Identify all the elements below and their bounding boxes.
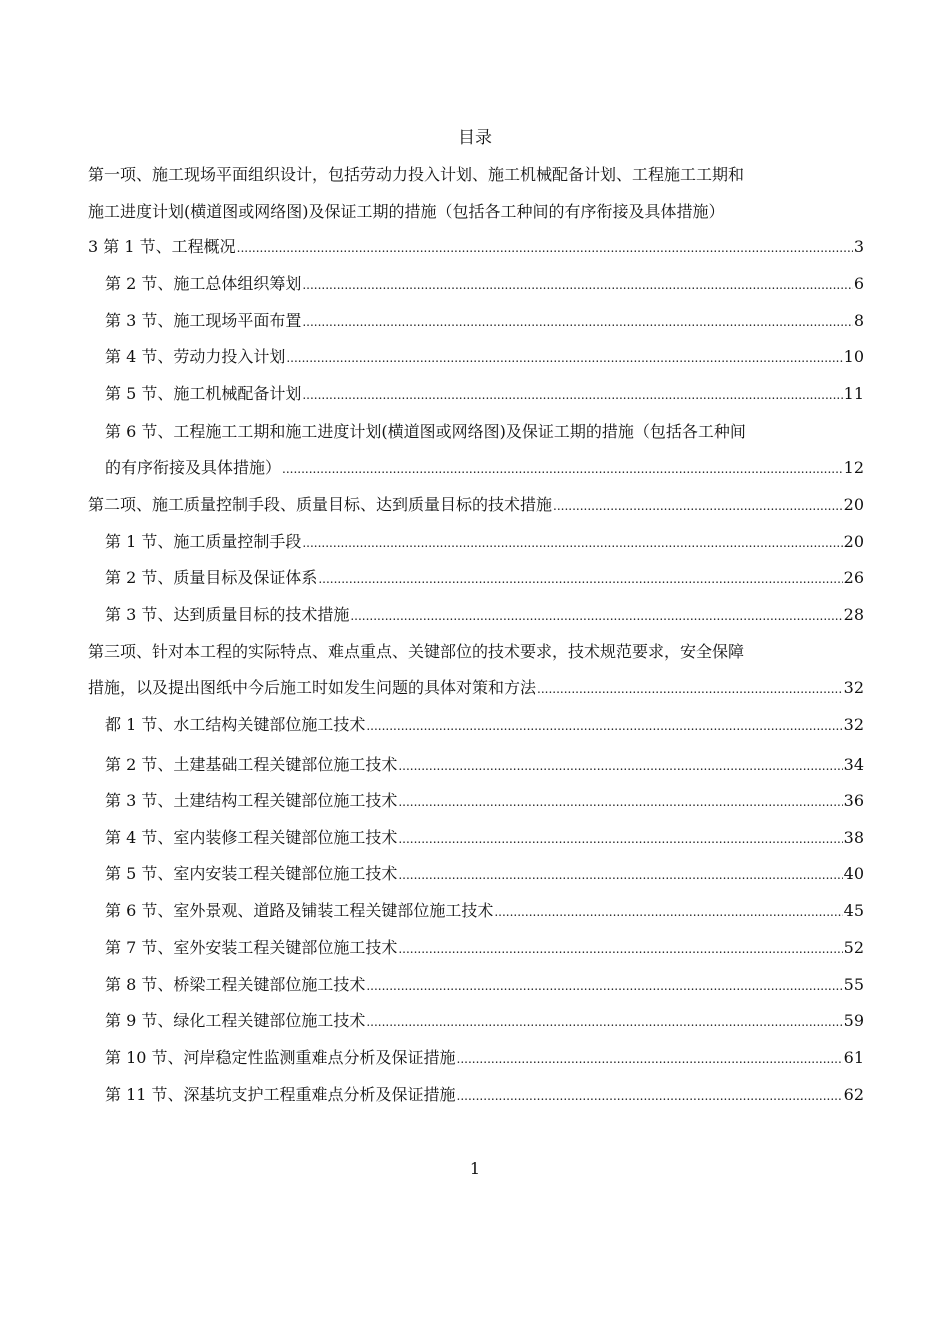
toc-entry-page: 45 <box>843 901 864 920</box>
toc-entry-label: 第 10 节、河岸稳定性监测重难点分析及保证措施 <box>105 1048 456 1067</box>
toc-entry-page: 10 <box>843 347 864 366</box>
toc-entry-page: 26 <box>843 568 864 587</box>
page-number: 1 <box>469 1159 481 1178</box>
toc-entry[interactable] <box>105 530 864 555</box>
toc-leader-dots <box>302 310 852 334</box>
toc-entry[interactable] <box>105 382 864 407</box>
toc-leader-dots <box>302 383 842 407</box>
toc-entry-page: 34 <box>843 755 864 774</box>
toc-entry-page: 12 <box>843 458 864 477</box>
toc-leader-dots <box>286 346 842 370</box>
toc-entry-text: 第 6 节、工程施工工期和施工进度计划(横道图或网络图)及保证工期的措施（包括各工种间 <box>105 422 746 441</box>
toc-entry[interactable] <box>105 456 864 481</box>
toc-entry-label: 第 3 节、施工现场平面布置 <box>105 311 302 330</box>
toc-leader-dots <box>282 457 843 481</box>
toc-leader-dots <box>457 1084 843 1108</box>
toc-entry-page: 52 <box>843 938 864 957</box>
toc-leader-dots <box>302 273 852 297</box>
toc-entry-text: 第三项、针对本工程的实际特点、难点重点、关键部位的技术要求，技术规范要求，安全保障 <box>88 642 745 661</box>
toc-entry-label: 都 1 节、水工结构关键部位施工技术 <box>105 715 366 734</box>
toc-entry-label: 第 7 节、室外安装工程关键部位施工技术 <box>105 938 398 957</box>
toc-entry[interactable] <box>105 789 864 814</box>
toc-entry-page: 36 <box>843 791 864 810</box>
toc-entry-page: 6 <box>853 274 864 293</box>
toc-entry[interactable] <box>105 1083 864 1108</box>
toc-entry-label: 的有序衔接及具体措施） <box>105 458 282 477</box>
toc-entry-label: 第 1 节、施工质量控制手段 <box>105 532 302 551</box>
toc-leader-dots <box>366 1010 842 1034</box>
toc-entry-label: 第 2 节、质量目标及保证体系 <box>105 568 318 587</box>
toc-leader-dots <box>350 604 842 628</box>
toc-entry-label: 第 8 节、桥梁工程关键部位施工技术 <box>105 975 366 994</box>
toc-entry-page: 3 <box>853 237 864 256</box>
toc-leader-dots <box>398 790 842 814</box>
toc-entry-label: 第二项、施工质量控制手段、质量目标、达到质量目标的技术措施 <box>88 495 553 514</box>
toc-leader-dots <box>457 1047 843 1071</box>
toc-entry-label: 第 9 节、绿化工程关键部位施工技术 <box>105 1011 366 1030</box>
toc-leader-dots <box>398 937 842 961</box>
toc-leader-dots <box>366 974 842 998</box>
toc-entry[interactable] <box>105 1046 864 1071</box>
toc-entry-page: 20 <box>843 532 864 551</box>
toc-leader-dots <box>537 677 843 701</box>
toc-entry-label: 第 11 节、深基坑支护工程重难点分析及保证措施 <box>105 1085 456 1104</box>
toc-entry-label: 第 6 节、室外景观、道路及铺装工程关键部位施工技术 <box>105 901 494 920</box>
toc-entry-page: 38 <box>843 828 864 847</box>
toc-entry-page: 40 <box>843 864 864 883</box>
toc-entry[interactable] <box>105 826 864 851</box>
toc-leader-dots <box>237 236 853 260</box>
toc-leader-dots <box>553 494 843 518</box>
toc-leader-dots <box>302 531 842 555</box>
toc-entry[interactable] <box>105 1009 864 1034</box>
toc-title: 目录 <box>458 128 492 148</box>
toc-entry-label: 第 4 节、劳动力投入计划 <box>105 347 286 366</box>
toc-entry-label: 第 5 节、施工机械配备计划 <box>105 384 302 403</box>
toc-entry[interactable] <box>88 676 864 701</box>
toc-entry-text: 施工进度计划(横道图或网络图)及保证工期的措施（包括各工种间的有序衔接及具体措施） <box>88 202 725 221</box>
toc-entry-label: 第 4 节、室内装修工程关键部位施工技术 <box>105 828 398 847</box>
toc-entry-label: 3 第 1 节、工程概况 <box>88 237 236 256</box>
toc-entry[interactable] <box>105 566 864 591</box>
toc-entry-label: 第 3 节、土建结构工程关键部位施工技术 <box>105 791 398 810</box>
toc-entry-label: 第 5 节、室内安装工程关键部位施工技术 <box>105 864 398 883</box>
toc-leader-dots <box>398 754 842 778</box>
toc-entry[interactable] <box>105 753 864 778</box>
toc-entry[interactable] <box>88 493 864 518</box>
toc-entry[interactable] <box>105 345 864 370</box>
toc-leader-dots <box>318 567 842 591</box>
toc-entry-page: 8 <box>853 311 864 330</box>
toc-entry[interactable] <box>105 713 864 738</box>
toc-leader-dots <box>398 827 842 851</box>
toc-entry-page: 11 <box>843 384 864 403</box>
toc-entry-page: 55 <box>843 975 864 994</box>
toc-entry-text: 第一项、施工现场平面组织设计，包括劳动力投入计划、施工机械配备计划、工程施工工期和 <box>88 165 745 184</box>
toc-entry[interactable] <box>105 603 864 628</box>
toc-entry[interactable] <box>105 973 864 998</box>
toc-leader-dots <box>366 714 842 738</box>
toc-entry-page: 32 <box>843 678 864 697</box>
toc-entry-page: 62 <box>843 1085 864 1104</box>
toc-entry-page: 32 <box>843 715 864 734</box>
toc-entry[interactable] <box>105 936 864 961</box>
toc-entry[interactable] <box>88 235 864 260</box>
toc-entry-label: 第 2 节、土建基础工程关键部位施工技术 <box>105 755 398 774</box>
toc-entry-label: 第 3 节、达到质量目标的技术措施 <box>105 605 350 624</box>
toc-entry-label: 第 2 节、施工总体组织筹划 <box>105 274 302 293</box>
toc-entry[interactable] <box>105 862 864 887</box>
toc-entry[interactable] <box>105 272 864 297</box>
toc-entry-page: 59 <box>843 1011 864 1030</box>
toc-entry-label: 措施，以及提出图纸中今后施工时如发生问题的具体对策和方法 <box>88 678 537 697</box>
toc-leader-dots <box>494 900 842 924</box>
toc-entry-page: 61 <box>843 1048 864 1067</box>
toc-entry[interactable] <box>105 899 864 924</box>
toc-leader-dots <box>398 863 842 887</box>
toc-entry[interactable] <box>105 309 864 334</box>
toc-entry-page: 20 <box>843 495 864 514</box>
toc-entry-page: 28 <box>843 605 864 624</box>
